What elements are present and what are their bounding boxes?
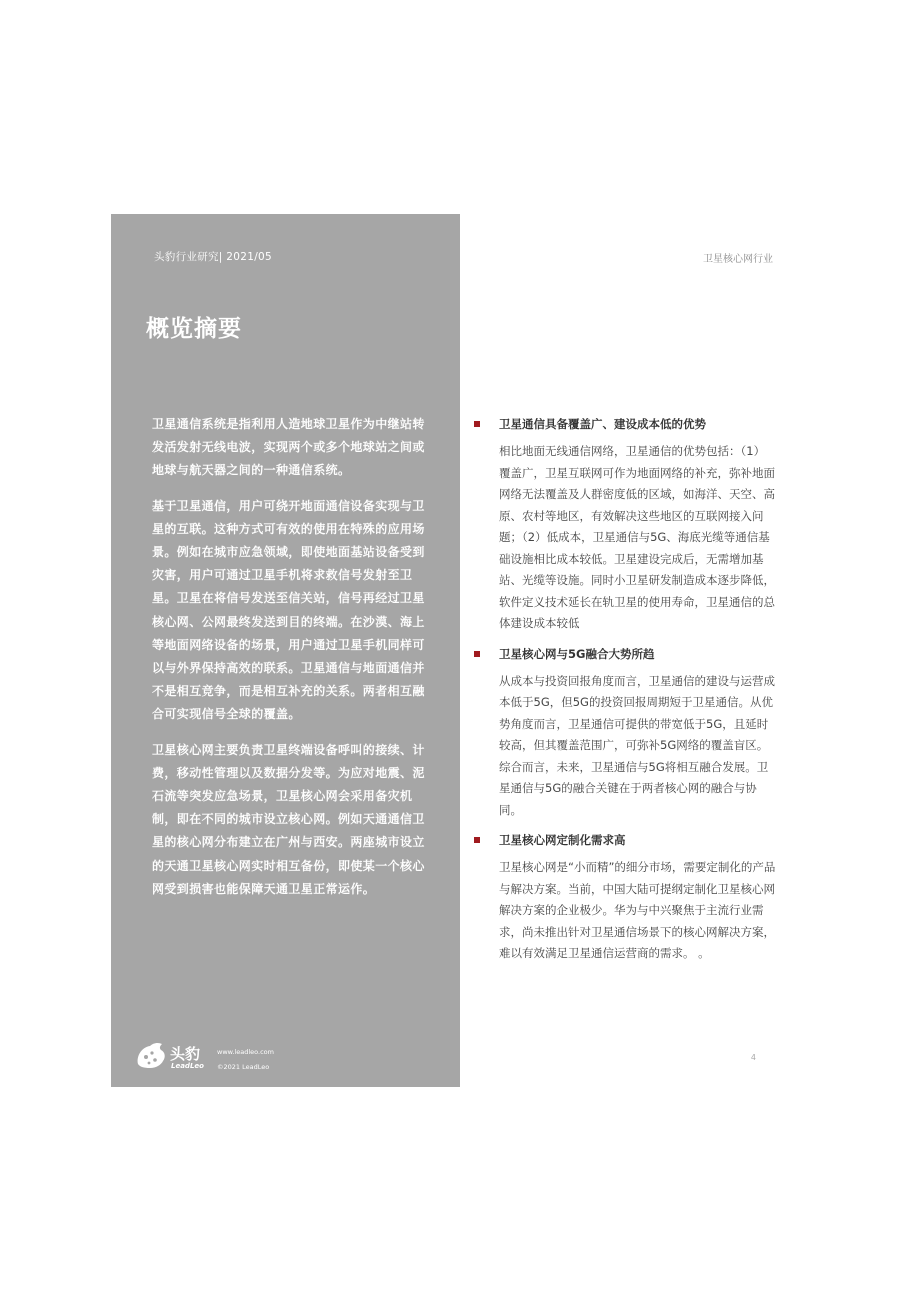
- key-points: [472, 413, 776, 973]
- summary-panel: [111, 214, 460, 1087]
- key-point-3: [472, 829, 776, 965]
- report-page: [111, 214, 776, 1087]
- leopard-logo-icon: [134, 1038, 168, 1072]
- key-point-body: 从成本与投资回报角度而言，卫星通信的建设与运营成本低于5G，但5G的投资回报周期短于卫星通信。从优势角度而言，卫星通信可提供的带宽低于5G，且延时较高，但其覆盖范围广，可弥补5G网络的覆盖盲区。综合而言，未来，卫星通信与5G将相互融合发展。卫星通信与5G的融合关键在于两者核心网的融合与协同。: [499, 673, 775, 817]
- bullet-square-icon: [474, 421, 480, 427]
- website-link[interactable]: www.leadleo.com: [217, 1048, 274, 1056]
- key-point-body: 卫星核心网是“小而精”的细分市场，需要定制化的产品与解决方案。当前，中国大陆可提纲定制化卫星核心网解决方案的企业极少。华为与中兴聚焦于主流行业需求，尚未推出针对卫星通信场景下的核心网解决方案，难以有效满足卫星通信运营商的需求。 。: [499, 860, 776, 960]
- key-point-1: [472, 413, 776, 635]
- industry-name: 卫星核心网行业: [703, 254, 773, 265]
- summary-paragraph-2: 基于卫星通信，用户可绕开地面通信设备实现与卫星的互联。这种方式可有效的使用在特殊的应用场景。例如在城市应急领域，即使地面基站设备受到灾害，用户可通过卫星手机将求救信号发射至卫星。卫星在将信号发送至信关站，信号再经过卫星核心网、公网最终发送到目的终端。在沙漠、海上等地面网络设备的场景，用户通过卫星手机同样可以与外界保持高效的联系。卫星通信与地面通信并不是相互竞争，而是相互补充的关系。两者相互融合可实现信号全球的覆盖。: [152, 498, 425, 722]
- brand-name-en: LeadLeo: [171, 1062, 204, 1070]
- report-source-date: 头豹行业研究| 2021/05: [154, 251, 272, 263]
- bullet-square-icon: [474, 651, 480, 657]
- key-point-body: 相比地面无线通信网络，卫星通信的优势包括：（1）覆盖广，卫星互联网可作为地面网络的补充，弥补地面网络无法覆盖及人群密度低的区域，如海洋、天空、高原、农村等地区，有效解决这些地区的互联网接入问题；（2）低成本，卫星通信与5G、海底光缆等通信基础设施相比成本较低。卫星建设完成后，无需增加基站、光缆等设施。同时小卫星研发制造成本逐步降低，软件定义技术延长在轨卫星的使用寿命，卫星通信的总体建设成本较低: [499, 444, 775, 630]
- key-point-heading: 卫星核心网定制化需求高: [499, 833, 626, 847]
- key-point-2: [472, 643, 776, 822]
- key-point-heading: 卫星核心网与5G融合大势所趋: [499, 646, 655, 661]
- page-number: 4: [750, 1053, 756, 1062]
- bullet-square-icon: [474, 837, 480, 843]
- key-point-heading: 卫星通信具备覆盖广、建设成本低的优势: [499, 417, 706, 431]
- brand-name-cn: 头豹: [170, 1045, 201, 1063]
- summary-paragraph-3: 卫星核心网主要负责卫星终端设备呼叫的接续、计费，移动性管理以及数据分发等。为应对地震、泥石流等突发应急场景，卫星核心网会采用备灾机制，即在不同的城市设立核心网。例如天通通信卫星的核心网分布建立在广州与西安。两座城市设立的天通卫星核心网实时相互备份，即使某一个核心网受到损害也能保障天通卫星正常运作。: [152, 742, 425, 896]
- summary-text: [152, 413, 432, 913]
- copyright: ©2021 LeadLeo: [217, 1063, 270, 1071]
- page-title: 概览摘要: [146, 316, 242, 342]
- summary-paragraph-1: 卫星通信系统是指利用人造地球卫星作为中继站转发活发射无线电波，实现两个或多个地球站之间或地球与航天器之间的一种通信系统。: [152, 417, 425, 478]
